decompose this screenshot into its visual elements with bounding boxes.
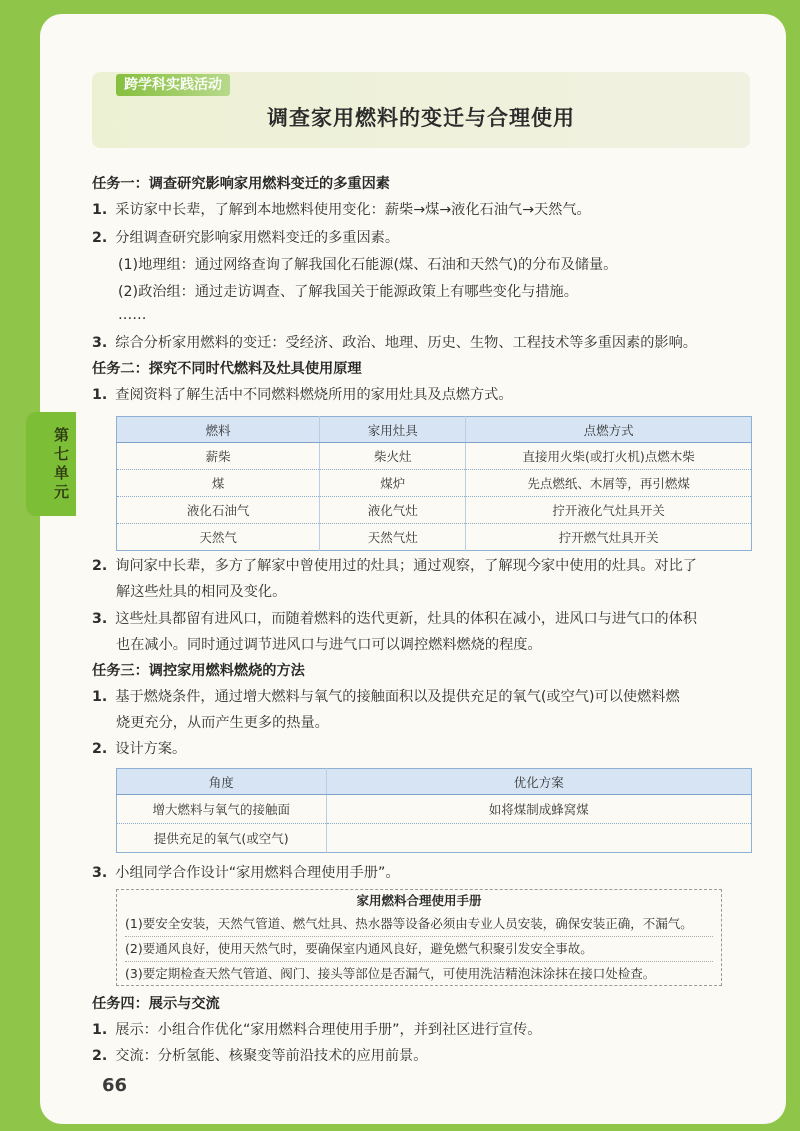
task2-item-continued: 也在减小。同时通过调节进风口与进气口可以调控燃料燃烧的程度。	[116, 637, 542, 653]
task4-item: 2. 交流：分析氢能、核聚变等前沿技术的应用前景。	[92, 1048, 428, 1064]
table-cell: 如将煤制成蜂窝煤	[326, 795, 751, 824]
task2-item-continued: 解这些灶具的相同及变化。	[116, 584, 287, 600]
table-cell: 天然气	[117, 524, 320, 551]
task1-item: 2. 分组调查研究影响家用燃料变迁的多重因素。	[92, 230, 400, 246]
task3-item-continued: 烧更充分，从而产生更多的热量。	[116, 715, 329, 731]
activity-tag: 跨学科实践活动	[116, 74, 230, 96]
table-row	[117, 497, 752, 524]
table-header-cell: 家用灶具	[320, 417, 466, 443]
task1-item: 3. 综合分析家用燃料的变迁：受经济、政治、地理、历史、生物、工程技术等多重因素的影响。	[92, 335, 697, 351]
table-cell: 拧开燃气灶具开关	[466, 524, 752, 551]
handbook-title: 家用燃料合理使用手册	[356, 893, 482, 908]
table-cell: 薪柴	[117, 443, 320, 470]
task2-item: 3. 这些灶具都留有进风口，而随着燃料的迭代更新，灶具的体积在减小，进风口与进气口的体积	[92, 611, 697, 627]
task2-item: 2. 询问家中长辈，多方了解家中曾使用过的灶具；通过观察，了解现今家中使用的灶具。对比了	[92, 558, 697, 574]
task4-title: 任务四：展示与交流	[92, 996, 220, 1012]
combustion-plan-table	[116, 768, 752, 853]
table-cell: 柴火灶	[320, 443, 466, 470]
table-cell: 煤	[117, 470, 320, 497]
task3-item: 1. 基于燃烧条件，通过增大燃料与氧气的接触面积以及提供充足的氧气(或空气)可以使燃料燃	[92, 689, 680, 705]
table-cell: 先点燃纸、木屑等，再引燃煤	[466, 470, 752, 497]
table-header-row	[117, 417, 752, 443]
handbook-box	[116, 889, 722, 986]
table-header-cell: 点燃方式	[466, 417, 752, 443]
table-cell: 拧开液化气灶具开关	[466, 497, 752, 524]
task1-subitem: (2)政治组：通过走访调查、了解我国关于能源政策上有哪些变化与措施。	[118, 284, 578, 300]
page-title: 调查家用燃料的变迁与合理使用	[267, 106, 575, 130]
task1-subitem: (1)地理组：通过网络查询了解我国化石能源(煤、石油和天然气)的分布及储量。	[118, 257, 618, 273]
task3-item: 2. 设计方案。	[92, 741, 187, 757]
task3-item: 3. 小组同学合作设计“家用燃料合理使用手册”。	[92, 865, 400, 881]
table-row	[117, 443, 752, 470]
handbook-item: (1)要安全安装，天然气管道、燃气灶具、热水器等设备必须由专业人员安装，确保安装正确，不漏气。	[125, 912, 713, 937]
table-header-cell: 角度	[117, 769, 327, 795]
handbook-item: (2)要通风良好，使用天然气时，要确保室内通风良好，避免燃气积聚引发安全事故。	[125, 937, 713, 962]
table-header-cell: 优化方案	[326, 769, 751, 795]
table-header-cell: 燃料	[117, 417, 320, 443]
table-row	[117, 524, 752, 551]
page-number: 66	[102, 1075, 128, 1096]
fuel-stove-table	[116, 416, 752, 551]
table-cell	[326, 824, 751, 853]
table-cell: 液化气灶	[320, 497, 466, 524]
task2-title: 任务二：探究不同时代燃料及灶具使用原理	[92, 361, 362, 377]
table-header-row	[117, 769, 752, 795]
unit-side-tab-label: 第七单元	[54, 426, 70, 501]
table-cell: 液化石油气	[117, 497, 320, 524]
ellipsis: ……	[118, 307, 147, 323]
handbook-item: (3)要定期检查天然气管道、阀门、接头等部位是否漏气，可使用洗洁精泡沫涂抹在接口处检查。	[125, 966, 656, 981]
table-cell: 提供充足的氧气(或空气)	[117, 824, 327, 853]
task4-item: 1. 展示：小组合作优化“家用燃料合理使用手册”，并到社区进行宣传。	[92, 1022, 542, 1038]
task3-title: 任务三：调控家用燃料燃烧的方法	[92, 663, 305, 679]
table-row	[117, 470, 752, 497]
task1-item: 1. 采访家中长辈，了解到本地燃料使用变化：薪柴→煤→液化石油气→天然气。	[92, 202, 591, 218]
table-cell: 直接用火柴(或打火机)点燃木柴	[466, 443, 752, 470]
table-row	[117, 824, 752, 853]
task1-title: 任务一：调查研究影响家用燃料变迁的多重因素	[92, 176, 390, 192]
table-cell: 增大燃料与氧气的接触面	[117, 795, 327, 824]
table-cell: 天然气灶	[320, 524, 466, 551]
table-row	[117, 795, 752, 824]
task2-item: 1. 查阅资料了解生活中不同燃料燃烧所用的家用灶具及点燃方式。	[92, 387, 513, 403]
table-cell: 煤炉	[320, 470, 466, 497]
